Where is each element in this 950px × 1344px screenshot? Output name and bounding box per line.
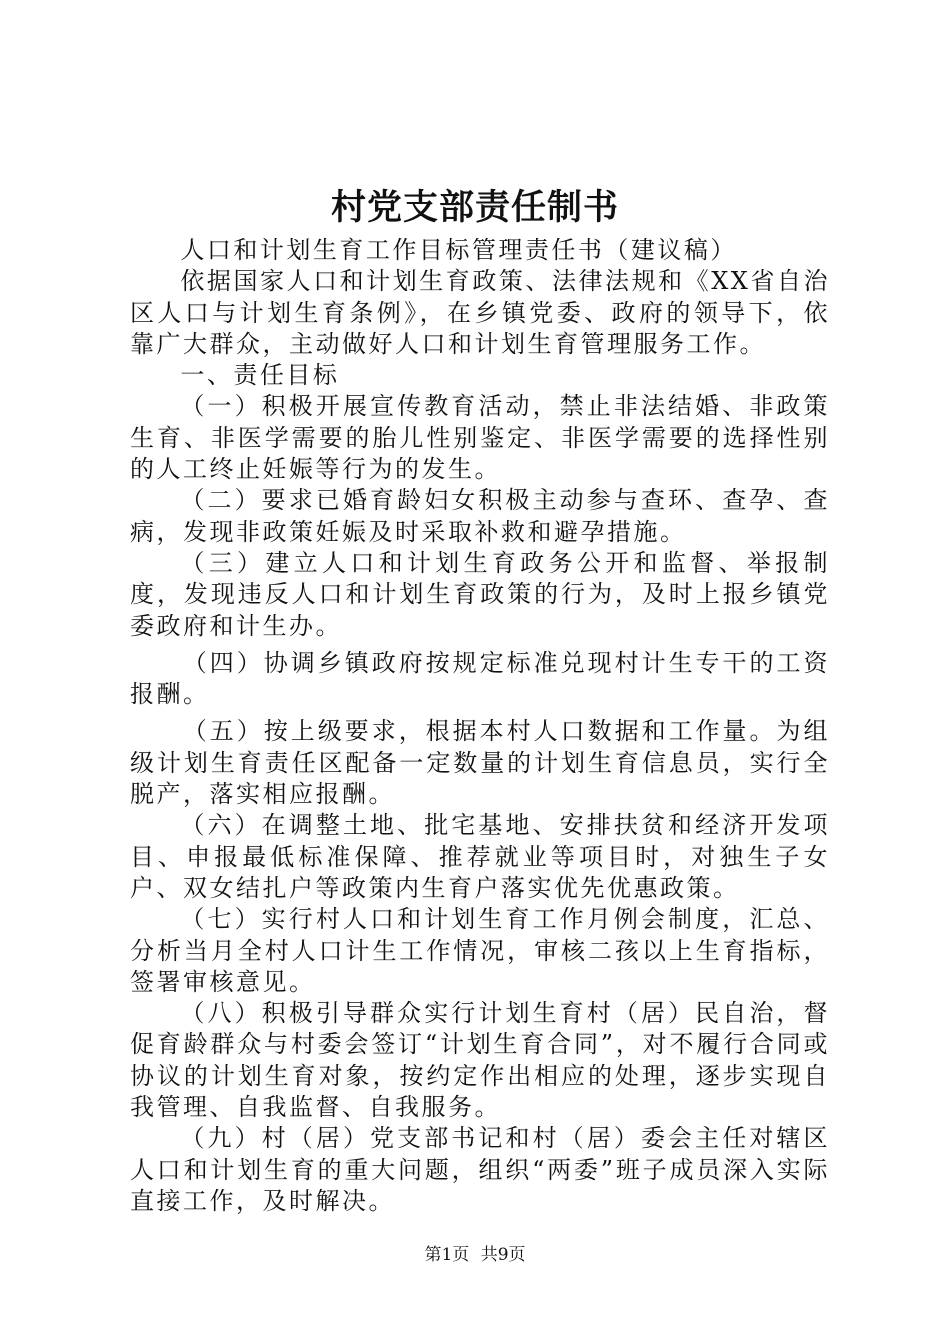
paragraph-item-9: （九）村（居）党支部书记和村（居）委会主任对辖区人口和计划生育的重大问题，组织“两委”班子成员深入实际直接工作，及时解决。 xyxy=(130,1124,830,1215)
paragraph-item-7: （七）实行村人口和计划生育工作月例会制度，汇总、分析当月全村人口计生工作情况，审核二孩以上生育指标，签署审核意见。 xyxy=(130,905,830,996)
section-heading: 一、责任目标 xyxy=(180,361,340,390)
page-total: 共9页 xyxy=(480,1245,526,1265)
paragraph-item-1: （一）积极开展宣传教育活动，禁止非法结婚、非政策生育、非医学需要的胎儿性别鉴定、非医学需要的选择性别的人工终止妊娠等行为的发生。 xyxy=(130,392,830,484)
paragraph-intro: 依据国家人口和计划生育政策、法律法规和《XX省自治区人口与计划生育条例》，在乡镇党委、政府的领导下，依靠广大群众，主动做好人口和计划生育管理服务工作。 xyxy=(130,267,830,358)
paragraph-subtitle: 人口和计划生育工作目标管理责任书（建议稿） xyxy=(180,236,737,264)
document-title: 村党支部责任制书 xyxy=(330,188,619,228)
paragraph-item-2: （二）要求已婚育龄妇女积极主动参与查环、查孕、查病，发现非政策妊娠及时采取补救和避孕措施。 xyxy=(130,486,830,546)
paragraph-item-3: （三）建立人口和计划生育政务公开和监督、举报制度，发现违反人口和计划生育政策的行为，及时上报乡镇党委政府和计生办。 xyxy=(130,548,830,640)
page-footer xyxy=(0,1243,950,1267)
page-number: 第1页 xyxy=(424,1245,470,1265)
paragraph-item-8: （八）积极引导群众实行计划生育村（居）民自治，督促育龄群众与村委会签订“计划生育合同”，对不履行合同或协议的计划生育对象，按约定作出相应的处理，逐步实现自我管理、自我监督、自我服务。 xyxy=(130,999,830,1122)
paragraph-item-6: （六）在调整土地、批宅基地、安排扶贫和经济开发项目、申报最低标准保障、推荐就业等项目时，对独生子女户、双女结扎户等政策内生育户落实优先优惠政策。 xyxy=(130,811,830,902)
paragraph-item-4: （四）协调乡镇政府按规定标准兑现村计生专干的工资报酬。 xyxy=(130,648,830,709)
paragraph-item-5: （五）按上级要求，根据本村人口数据和工作量。为组级计划生育责任区配备一定数量的计划生育信息员，实行全脱产，落实相应报酬。 xyxy=(130,717,830,809)
document-body xyxy=(130,235,830,1217)
